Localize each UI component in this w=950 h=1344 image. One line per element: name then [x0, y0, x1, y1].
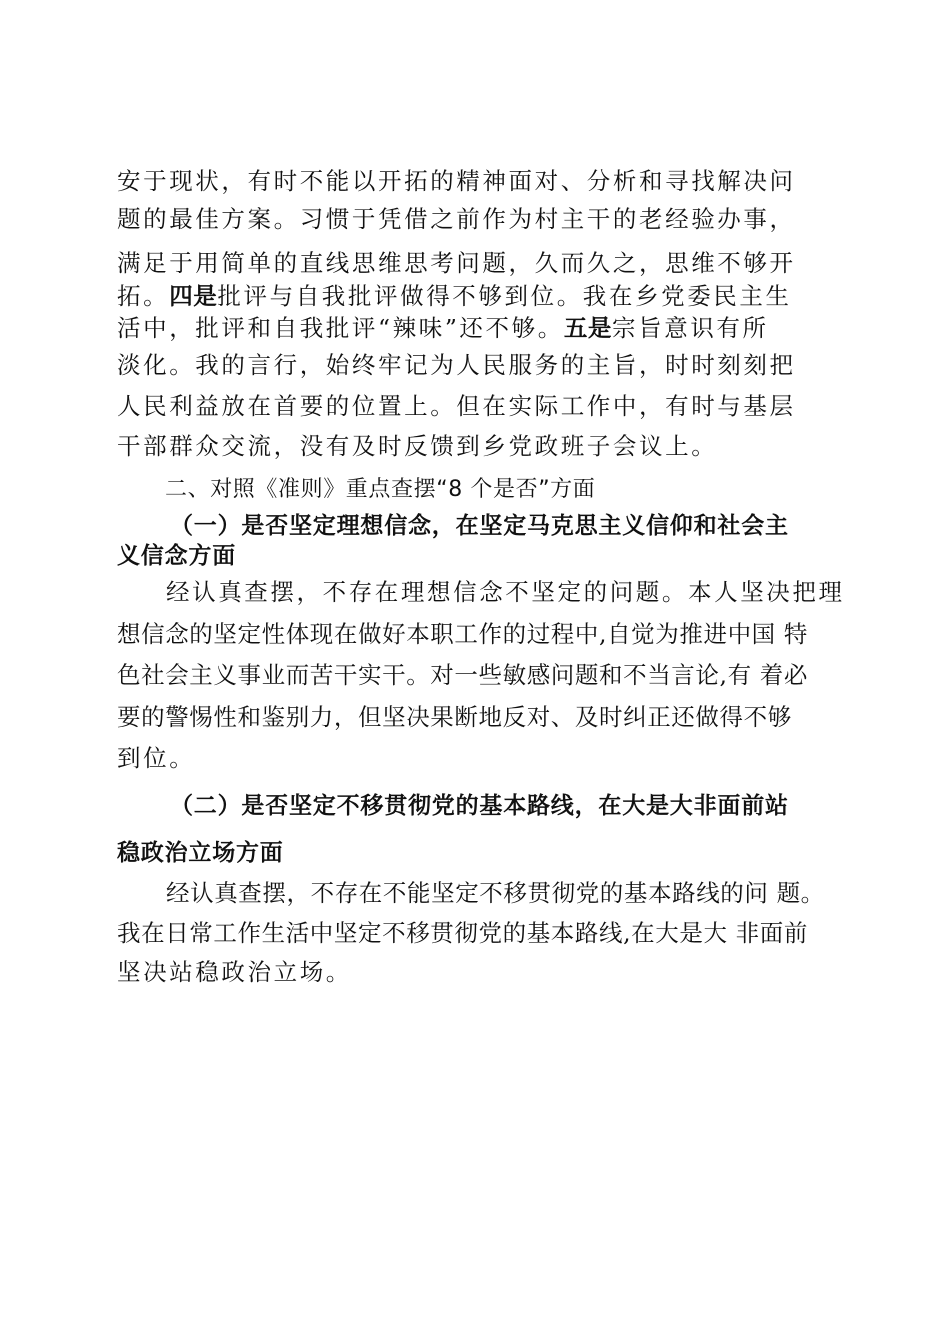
section-title: 二、对照《准则》重点查摆“8 个是否”方面 [165, 477, 596, 502]
paragraph-line [117, 312, 769, 344]
paragraph-line: 题的最佳方案。习惯于凭借之前作为村主干的老经验办事， [117, 205, 796, 233]
paragraph-line: 色社会主义事业而苦干实干。对一些敏感问题和不当言论,有 着必 [117, 661, 808, 689]
paragraph-line: 想信念的坚定性体现在做好本职工作的过程中,自觉为推进中国 特 [117, 620, 808, 648]
paragraph-line: 安于现状，有时不能以开拓的精神面对、分析和寻找解决问 [117, 167, 796, 195]
emphasis-five: 五是 [563, 314, 613, 342]
paragraph-line: 人民利益放在首要的位置上。但在实际工作中，有时与基层 [117, 392, 796, 420]
paragraph-line: 淡化。我的言行，始终牢记为人民服务的主旨，时时刻刻把 [117, 351, 796, 379]
paragraph-line: 干部群众交流，没有及时反馈到乡党政班子会议上。 [117, 432, 718, 460]
subsection-heading-2: （二）是否坚定不移贯彻党的基本路线，在大是大非面前站 [170, 793, 789, 819]
subsection-heading-2-cont: 稳政治立场方面 [117, 840, 284, 866]
paragraph-line [117, 280, 792, 312]
text-run: 宗旨意识有所 [612, 314, 769, 342]
paragraph-line: 到位。 [117, 744, 196, 772]
paragraph-line: 坚决站稳政治立场。 [117, 958, 352, 986]
paragraph-line: 我在日常工作生活中坚定不移贯彻党的基本路线,在大是大 非面前 [117, 919, 808, 947]
text-run: 活中，批评和自我批评“辣味”还不够。 [117, 314, 564, 342]
paragraph-line: 要的警惕性和鉴别力，但坚决果断地反对、及时纠正还做得不够 [117, 703, 792, 731]
subsection-heading-1-cont: 义信念方面 [117, 543, 236, 569]
text-run: 批评与自我批评做得不够到位。我在乡党委民主生 [217, 282, 792, 310]
paragraph-line: 满足于用简单的直线思维思考问题，久而久之，思维不够开 [117, 249, 796, 277]
text-run: 拓。 [117, 282, 170, 310]
emphasis-four: 四是 [169, 282, 218, 310]
paragraph-line: 经认真查摆，不存在理想信念不坚定的问题。本人坚决把理 [166, 578, 845, 606]
subsection-heading-1: （一）是否坚定理想信念，在坚定马克思主义信仰和社会主 [170, 513, 789, 539]
paragraph-line: 经认真查摆，不存在不能坚定不移贯彻党的基本路线的问 题。 [166, 879, 825, 907]
